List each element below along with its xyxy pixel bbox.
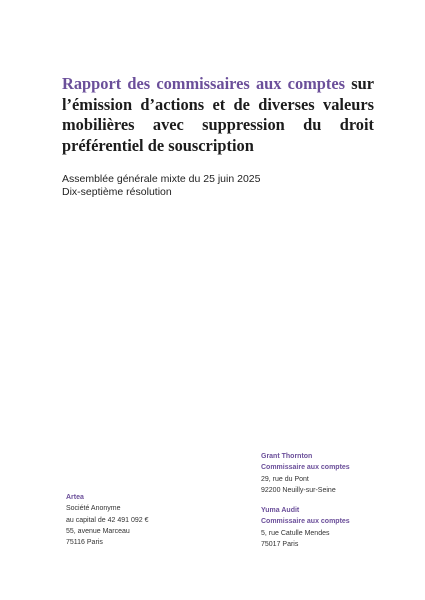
company-name: Artea xyxy=(66,494,84,501)
company-capital: au capital de 42 491 092 € xyxy=(66,516,149,524)
auditor-yuma-audit xyxy=(261,505,350,550)
report-title-accent: Rapport des commissaires aux comptes xyxy=(62,74,346,93)
auditor-name: Yuma Audit xyxy=(261,507,300,514)
auditor-city: 92200 Neuilly-sur-Seine xyxy=(261,486,336,494)
company-address: 55, avenue Marceau xyxy=(66,527,130,535)
report-title-rest: sur l’émission d’actions et de diverses valeurs mobilières avec suppression du droit préférentiel de souscription xyxy=(62,74,374,155)
resolution-number: Dix-septième résolution xyxy=(62,185,172,198)
meeting-date: Assemblée générale mixte du 25 juin 2025 xyxy=(62,173,261,185)
company-city: 75116 Paris xyxy=(66,539,103,547)
report-title xyxy=(62,74,374,156)
company-form: Société Anonyme xyxy=(66,505,121,513)
auditor-role: Commissaire aux comptes xyxy=(261,464,350,472)
auditor-city: 75017 Paris xyxy=(261,540,299,548)
auditor-address: 29, rue du Pont xyxy=(261,475,309,483)
auditor-name: Grant Thornton xyxy=(261,453,313,460)
auditor-role: Commissaire aux comptes xyxy=(261,518,350,526)
auditor-address: 5, rue Catulle Mendes xyxy=(261,529,330,537)
meeting-info xyxy=(62,173,260,198)
company-block xyxy=(66,492,149,548)
auditor-grant-thornton xyxy=(261,451,350,496)
